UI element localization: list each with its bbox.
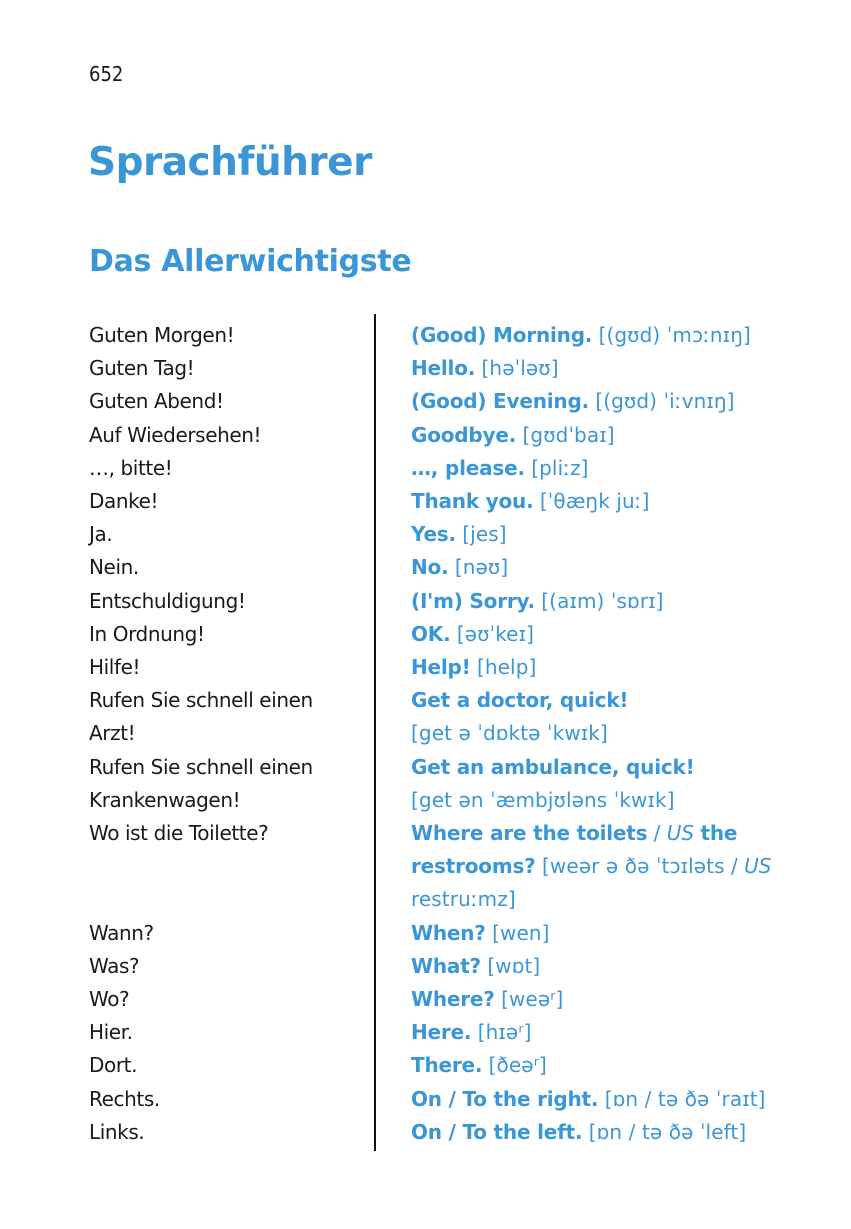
pronunciation: [help] xyxy=(476,655,537,680)
phrase-row xyxy=(0,817,851,917)
german-line: Krankenwagen! xyxy=(89,787,241,812)
english-translation xyxy=(400,551,831,584)
german-phrase: In Ordnung! xyxy=(89,621,205,646)
german-phrase: Ja. xyxy=(89,522,113,547)
english-phrase: (I'm) Sorry. xyxy=(411,588,535,613)
english-phrase: OK. xyxy=(411,621,451,646)
english-phrase-us: restrooms? xyxy=(411,854,536,879)
phrase-row xyxy=(0,983,851,1016)
english-phrase: Hello. xyxy=(411,356,476,381)
page-number: 652 xyxy=(89,62,124,86)
english-translation xyxy=(400,618,831,651)
english-translation xyxy=(400,1116,831,1149)
pronunciation: [pliːz] xyxy=(531,455,589,480)
phrase-row xyxy=(0,419,851,452)
german-phrase: Wo? xyxy=(89,987,130,1012)
phrase-row xyxy=(0,385,851,418)
phrase-row xyxy=(0,485,851,518)
german-line: Rufen Sie schnell einen xyxy=(89,688,313,713)
pronunciation: [həˈləʊ] xyxy=(481,356,559,381)
phrase-row xyxy=(0,950,851,983)
german-phrase: Hilfe! xyxy=(89,655,141,680)
phrase-row xyxy=(0,1116,851,1149)
german-phrase: Guten Abend! xyxy=(89,389,224,414)
pronunciation: [(gʊd) ˈmɔːnɪŋ] xyxy=(598,323,751,347)
phrase-row xyxy=(0,352,851,385)
german-phrase: Rechts. xyxy=(89,1086,160,1111)
phrase-row xyxy=(0,585,851,618)
german-phrase: Links. xyxy=(89,1119,145,1144)
english-translation xyxy=(400,1049,831,1082)
pronunciation: [ɒn / tə ðə ˈleft] xyxy=(588,1119,747,1144)
german-phrase: Entschuldigung! xyxy=(89,588,246,613)
german-phrase xyxy=(0,751,400,817)
pronunciation: [get ən ˈæmbjʊləns ˈkwɪk] xyxy=(411,787,675,812)
pronunciation: [weər ə ðə ˈtɔɪləts xyxy=(541,854,725,879)
english-translation xyxy=(400,585,831,618)
english-phrase: When? xyxy=(411,920,486,945)
phrase-row xyxy=(0,551,851,584)
phrase-row xyxy=(0,1083,851,1116)
english-translation xyxy=(400,385,831,418)
pronunciation: [(gʊd) ˈiːvnɪŋ] xyxy=(595,389,735,414)
english-phrase: What? xyxy=(411,953,481,978)
english-phrase: No. xyxy=(411,555,449,580)
english-phrase: Get a doctor, quick! xyxy=(411,688,629,713)
pronunciation: [wɒt] xyxy=(487,953,541,978)
english-phrase: (Good) Evening. xyxy=(411,389,589,414)
english-translation xyxy=(400,983,831,1016)
german-phrase: Wo ist die Toilette? xyxy=(89,821,269,846)
pronunciation: [ˈθæŋk juː] xyxy=(539,489,650,514)
pronunciation: [get ə ˈdɒktə ˈkwɪk] xyxy=(411,721,608,746)
phrase-row xyxy=(0,319,851,352)
pronunciation-us: restruːmz] xyxy=(411,887,516,912)
phrase-row xyxy=(0,751,851,817)
english-phrase: On / To the left. xyxy=(411,1119,583,1144)
pronunciation: [hɪəʳ] xyxy=(477,1020,532,1045)
english-translation xyxy=(400,518,831,551)
english-phrase: Yes. xyxy=(411,522,456,547)
english-phrase: On / To the right. xyxy=(411,1086,599,1111)
english-phrase: Where are the toilets xyxy=(411,821,648,846)
german-phrase: Guten Tag! xyxy=(89,356,195,381)
german-line: Arzt! xyxy=(89,721,136,746)
english-translation xyxy=(400,1016,831,1049)
pronunciation: [wen] xyxy=(492,920,550,945)
german-phrase: Hier. xyxy=(89,1020,133,1045)
english-translation: Where are the toilets / US the restrooms? [weər ə ðə ˈtɔɪləts / US restruːmz] xyxy=(400,817,831,917)
pronunciation: [ɒn / tə ðə ˈraɪt] xyxy=(604,1086,766,1111)
page-title: Sprachführer xyxy=(88,140,372,185)
german-line: Rufen Sie schnell einen xyxy=(89,754,313,779)
german-phrase: Dort. xyxy=(89,1053,138,1078)
pronunciation: [jes] xyxy=(462,522,507,547)
german-phrase xyxy=(0,684,400,750)
english-phrase: (Good) Morning. xyxy=(411,323,593,347)
english-phrase: Help! xyxy=(411,655,471,680)
english-phrase: Where? xyxy=(411,987,495,1012)
phrase-row xyxy=(0,1016,851,1049)
english-phrase-us: the xyxy=(700,821,738,846)
english-translation xyxy=(400,751,831,817)
phrase-row xyxy=(0,618,851,651)
english-translation xyxy=(400,1083,831,1116)
english-translation xyxy=(400,950,831,983)
english-phrase: Get an ambulance, quick! xyxy=(411,754,695,779)
english-translation xyxy=(400,651,831,684)
phrase-row xyxy=(0,518,851,551)
english-phrase: Goodbye. xyxy=(411,422,517,447)
phrase-row xyxy=(0,1049,851,1082)
english-translation xyxy=(400,419,831,452)
german-phrase: Nein. xyxy=(89,555,139,580)
us-label: US xyxy=(666,821,695,846)
pronunciation: [weəʳ] xyxy=(501,987,564,1012)
english-phrase: Thank you. xyxy=(411,489,534,514)
english-translation xyxy=(400,684,831,750)
english-translation xyxy=(400,452,831,485)
english-phrase: Here. xyxy=(411,1020,472,1045)
pronunciation: [ðeəʳ] xyxy=(488,1053,547,1078)
german-phrase: Was? xyxy=(89,953,140,978)
pronunciation: [əʊˈkeɪ] xyxy=(456,621,535,646)
phrase-row xyxy=(0,452,851,485)
pronunciation: [gʊdˈbaɪ] xyxy=(522,422,615,447)
section-heading: Das Allerwichtigste xyxy=(89,244,412,279)
phrase-row xyxy=(0,651,851,684)
german-phrase: Guten Morgen! xyxy=(89,323,235,347)
german-phrase: …, bitte! xyxy=(89,455,173,480)
pronunciation: [nəʊ] xyxy=(454,555,509,580)
english-translation xyxy=(400,319,831,352)
phrase-table xyxy=(0,319,851,1149)
english-translation xyxy=(400,485,831,518)
english-translation xyxy=(400,917,831,950)
english-phrase: There. xyxy=(411,1053,483,1078)
english-phrase: …, please. xyxy=(411,455,525,480)
phrase-row xyxy=(0,917,851,950)
pronunciation: [(aɪm) ˈsɒrɪ] xyxy=(541,588,664,613)
us-label: US xyxy=(744,854,772,879)
german-phrase: Wann? xyxy=(89,920,154,945)
german-phrase: Danke! xyxy=(89,489,159,514)
phrase-row xyxy=(0,684,851,750)
english-translation xyxy=(400,352,831,385)
german-phrase: Auf Wiedersehen! xyxy=(89,422,262,447)
